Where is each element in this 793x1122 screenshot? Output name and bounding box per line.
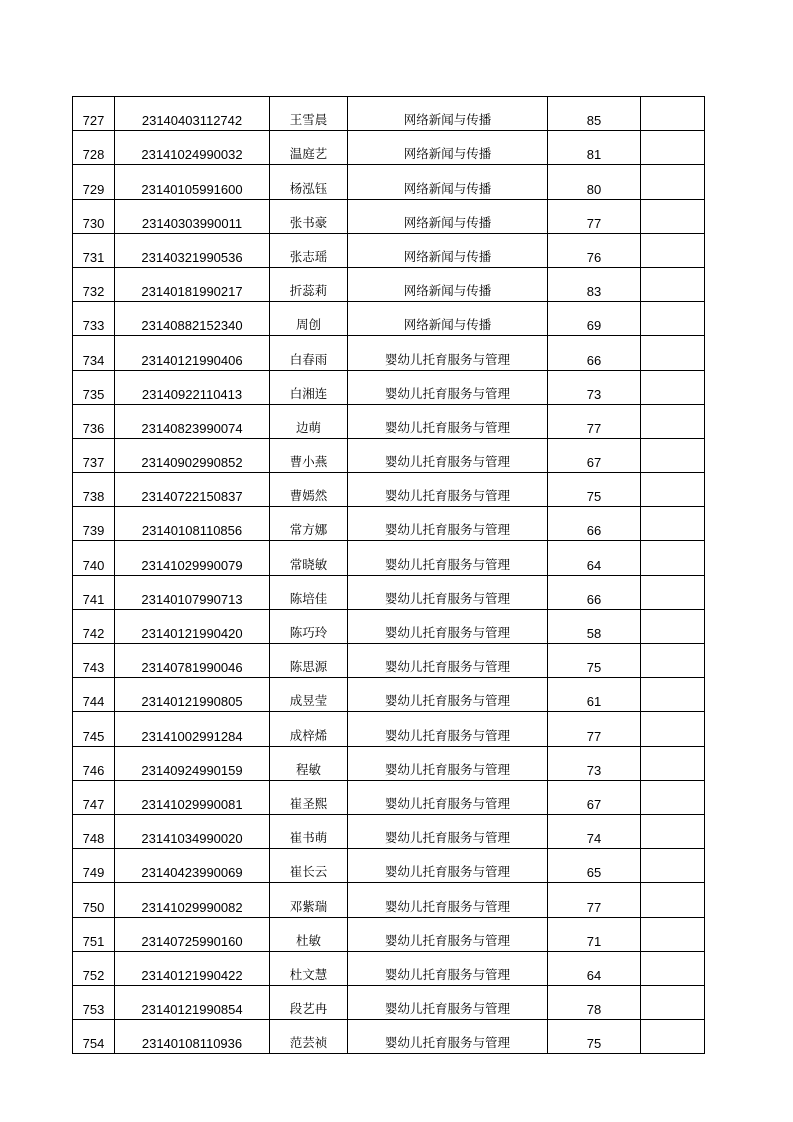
note-cell bbox=[641, 336, 705, 370]
score-cell: 73 bbox=[548, 746, 641, 780]
score-cell: 61 bbox=[548, 678, 641, 712]
note-cell bbox=[641, 849, 705, 883]
note-cell bbox=[641, 917, 705, 951]
student-name-cell: 周创 bbox=[270, 302, 348, 336]
score-cell: 67 bbox=[548, 780, 641, 814]
exam-id-cell: 23140181990217 bbox=[115, 267, 270, 301]
student-name-cell: 陈思源 bbox=[270, 644, 348, 678]
score-cell: 71 bbox=[548, 917, 641, 951]
table-row bbox=[73, 849, 705, 883]
student-name-cell: 温庭艺 bbox=[270, 131, 348, 165]
student-name-cell: 王雪晨 bbox=[270, 97, 348, 131]
note-cell bbox=[641, 575, 705, 609]
table-row bbox=[73, 575, 705, 609]
table-row bbox=[73, 302, 705, 336]
major-cell: 婴幼儿托育服务与管理 bbox=[348, 336, 548, 370]
table-row bbox=[73, 678, 705, 712]
student-name-cell: 曹小燕 bbox=[270, 438, 348, 472]
exam-id-cell: 23140403112742 bbox=[115, 97, 270, 131]
student-name-cell: 崔圣熙 bbox=[270, 780, 348, 814]
note-cell bbox=[641, 883, 705, 917]
table-row bbox=[73, 917, 705, 951]
major-cell: 婴幼儿托育服务与管理 bbox=[348, 883, 548, 917]
exam-id-cell: 23140722150837 bbox=[115, 473, 270, 507]
major-cell: 网络新闻与传播 bbox=[348, 302, 548, 336]
exam-id-cell: 23141034990020 bbox=[115, 814, 270, 848]
row-number-cell: 740 bbox=[73, 541, 115, 575]
row-number-cell: 752 bbox=[73, 951, 115, 985]
exam-id-cell: 23140902990852 bbox=[115, 438, 270, 472]
table-row bbox=[73, 97, 705, 131]
student-name-cell: 杨泓钰 bbox=[270, 165, 348, 199]
row-number-cell: 751 bbox=[73, 917, 115, 951]
score-cell: 83 bbox=[548, 267, 641, 301]
note-cell bbox=[641, 985, 705, 1019]
exam-id-cell: 23141029990079 bbox=[115, 541, 270, 575]
major-cell: 婴幼儿托育服务与管理 bbox=[348, 985, 548, 1019]
table-row bbox=[73, 233, 705, 267]
table-row bbox=[73, 165, 705, 199]
exam-id-cell: 23141024990032 bbox=[115, 131, 270, 165]
student-name-cell: 张志瑶 bbox=[270, 233, 348, 267]
row-number-cell: 754 bbox=[73, 1020, 115, 1054]
exam-id-cell: 23140922110413 bbox=[115, 370, 270, 404]
note-cell bbox=[641, 746, 705, 780]
score-cell: 64 bbox=[548, 951, 641, 985]
row-number-cell: 733 bbox=[73, 302, 115, 336]
major-cell: 婴幼儿托育服务与管理 bbox=[348, 404, 548, 438]
student-name-cell: 段艺冉 bbox=[270, 985, 348, 1019]
major-cell: 网络新闻与传播 bbox=[348, 267, 548, 301]
score-cell: 66 bbox=[548, 575, 641, 609]
row-number-cell: 741 bbox=[73, 575, 115, 609]
major-cell: 婴幼儿托育服务与管理 bbox=[348, 473, 548, 507]
student-name-cell: 崔长云 bbox=[270, 849, 348, 883]
note-cell bbox=[641, 199, 705, 233]
student-name-cell: 陈巧玲 bbox=[270, 609, 348, 643]
score-cell: 77 bbox=[548, 199, 641, 233]
table-row bbox=[73, 336, 705, 370]
score-cell: 65 bbox=[548, 849, 641, 883]
exam-id-cell: 23140321990536 bbox=[115, 233, 270, 267]
score-cell: 66 bbox=[548, 336, 641, 370]
exam-id-cell: 23140823990074 bbox=[115, 404, 270, 438]
major-cell: 网络新闻与传播 bbox=[348, 97, 548, 131]
score-cell: 78 bbox=[548, 985, 641, 1019]
row-number-cell: 732 bbox=[73, 267, 115, 301]
table-row bbox=[73, 951, 705, 985]
major-cell: 婴幼儿托育服务与管理 bbox=[348, 438, 548, 472]
note-cell bbox=[641, 609, 705, 643]
exam-id-cell: 23140725990160 bbox=[115, 917, 270, 951]
row-number-cell: 747 bbox=[73, 780, 115, 814]
major-cell: 婴幼儿托育服务与管理 bbox=[348, 609, 548, 643]
note-cell bbox=[641, 302, 705, 336]
major-cell: 婴幼儿托育服务与管理 bbox=[348, 1020, 548, 1054]
exam-id-cell: 23140781990046 bbox=[115, 644, 270, 678]
student-name-cell: 白春雨 bbox=[270, 336, 348, 370]
score-cell: 80 bbox=[548, 165, 641, 199]
exam-id-cell: 23141002991284 bbox=[115, 712, 270, 746]
student-name-cell: 范芸祯 bbox=[270, 1020, 348, 1054]
note-cell bbox=[641, 780, 705, 814]
score-cell: 75 bbox=[548, 473, 641, 507]
exam-id-cell: 23140121990854 bbox=[115, 985, 270, 1019]
row-number-cell: 728 bbox=[73, 131, 115, 165]
student-name-cell: 张书豪 bbox=[270, 199, 348, 233]
score-cell: 66 bbox=[548, 507, 641, 541]
major-cell: 婴幼儿托育服务与管理 bbox=[348, 370, 548, 404]
exam-id-cell: 23140924990159 bbox=[115, 746, 270, 780]
major-cell: 婴幼儿托育服务与管理 bbox=[348, 814, 548, 848]
note-cell bbox=[641, 131, 705, 165]
score-cell: 76 bbox=[548, 233, 641, 267]
exam-id-cell: 23140108110856 bbox=[115, 507, 270, 541]
major-cell: 婴幼儿托育服务与管理 bbox=[348, 951, 548, 985]
note-cell bbox=[641, 267, 705, 301]
major-cell: 网络新闻与传播 bbox=[348, 199, 548, 233]
major-cell: 网络新闻与传播 bbox=[348, 131, 548, 165]
major-cell: 网络新闻与传播 bbox=[348, 233, 548, 267]
major-cell: 婴幼儿托育服务与管理 bbox=[348, 507, 548, 541]
table-row bbox=[73, 541, 705, 575]
student-name-cell: 成梓烯 bbox=[270, 712, 348, 746]
table-row bbox=[73, 814, 705, 848]
score-cell: 58 bbox=[548, 609, 641, 643]
note-cell bbox=[641, 678, 705, 712]
table-row bbox=[73, 746, 705, 780]
exam-id-cell: 23140105991600 bbox=[115, 165, 270, 199]
major-cell: 婴幼儿托育服务与管理 bbox=[348, 746, 548, 780]
note-cell bbox=[641, 507, 705, 541]
row-number-cell: 742 bbox=[73, 609, 115, 643]
note-cell bbox=[641, 1020, 705, 1054]
major-cell: 婴幼儿托育服务与管理 bbox=[348, 917, 548, 951]
exam-id-cell: 23140423990069 bbox=[115, 849, 270, 883]
table-row bbox=[73, 780, 705, 814]
table-row bbox=[73, 712, 705, 746]
student-name-cell: 杜文慧 bbox=[270, 951, 348, 985]
table-row bbox=[73, 1020, 705, 1054]
exam-id-cell: 23140882152340 bbox=[115, 302, 270, 336]
note-cell bbox=[641, 233, 705, 267]
student-name-cell: 程敏 bbox=[270, 746, 348, 780]
table-row bbox=[73, 199, 705, 233]
table-row bbox=[73, 473, 705, 507]
exam-id-cell: 23140107990713 bbox=[115, 575, 270, 609]
major-cell: 婴幼儿托育服务与管理 bbox=[348, 678, 548, 712]
score-table bbox=[72, 96, 705, 1054]
row-number-cell: 746 bbox=[73, 746, 115, 780]
note-cell bbox=[641, 438, 705, 472]
note-cell bbox=[641, 712, 705, 746]
major-cell: 婴幼儿托育服务与管理 bbox=[348, 849, 548, 883]
major-cell: 婴幼儿托育服务与管理 bbox=[348, 644, 548, 678]
student-name-cell: 崔书萌 bbox=[270, 814, 348, 848]
table-row bbox=[73, 370, 705, 404]
student-name-cell: 边萌 bbox=[270, 404, 348, 438]
exam-id-cell: 23140121990406 bbox=[115, 336, 270, 370]
row-number-cell: 749 bbox=[73, 849, 115, 883]
table-row bbox=[73, 883, 705, 917]
note-cell bbox=[641, 97, 705, 131]
score-cell: 73 bbox=[548, 370, 641, 404]
student-name-cell: 曹嫣然 bbox=[270, 473, 348, 507]
major-cell: 婴幼儿托育服务与管理 bbox=[348, 575, 548, 609]
exam-id-cell: 23141029990082 bbox=[115, 883, 270, 917]
table-row bbox=[73, 131, 705, 165]
score-cell: 64 bbox=[548, 541, 641, 575]
score-cell: 69 bbox=[548, 302, 641, 336]
row-number-cell: 750 bbox=[73, 883, 115, 917]
student-name-cell: 白湘连 bbox=[270, 370, 348, 404]
row-number-cell: 735 bbox=[73, 370, 115, 404]
note-cell bbox=[641, 541, 705, 575]
note-cell bbox=[641, 404, 705, 438]
major-cell: 网络新闻与传播 bbox=[348, 165, 548, 199]
note-cell bbox=[641, 814, 705, 848]
student-name-cell: 常晓敏 bbox=[270, 541, 348, 575]
row-number-cell: 736 bbox=[73, 404, 115, 438]
student-name-cell: 杜敏 bbox=[270, 917, 348, 951]
student-name-cell: 邓紫瑞 bbox=[270, 883, 348, 917]
row-number-cell: 743 bbox=[73, 644, 115, 678]
row-number-cell: 729 bbox=[73, 165, 115, 199]
major-cell: 婴幼儿托育服务与管理 bbox=[348, 712, 548, 746]
note-cell bbox=[641, 370, 705, 404]
exam-id-cell: 23140121990420 bbox=[115, 609, 270, 643]
note-cell bbox=[641, 951, 705, 985]
exam-id-cell: 23140121990422 bbox=[115, 951, 270, 985]
row-number-cell: 745 bbox=[73, 712, 115, 746]
row-number-cell: 737 bbox=[73, 438, 115, 472]
student-name-cell: 陈培佳 bbox=[270, 575, 348, 609]
row-number-cell: 738 bbox=[73, 473, 115, 507]
table-row bbox=[73, 507, 705, 541]
student-name-cell: 常方娜 bbox=[270, 507, 348, 541]
row-number-cell: 727 bbox=[73, 97, 115, 131]
student-name-cell: 成昱莹 bbox=[270, 678, 348, 712]
score-cell: 77 bbox=[548, 404, 641, 438]
row-number-cell: 730 bbox=[73, 199, 115, 233]
major-cell: 婴幼儿托育服务与管理 bbox=[348, 780, 548, 814]
table-row bbox=[73, 644, 705, 678]
score-cell: 67 bbox=[548, 438, 641, 472]
major-cell: 婴幼儿托育服务与管理 bbox=[348, 541, 548, 575]
table-row bbox=[73, 438, 705, 472]
score-cell: 77 bbox=[548, 712, 641, 746]
table-row bbox=[73, 267, 705, 301]
row-number-cell: 744 bbox=[73, 678, 115, 712]
score-cell: 81 bbox=[548, 131, 641, 165]
table-row bbox=[73, 404, 705, 438]
score-cell: 85 bbox=[548, 97, 641, 131]
score-cell: 75 bbox=[548, 644, 641, 678]
row-number-cell: 739 bbox=[73, 507, 115, 541]
score-cell: 77 bbox=[548, 883, 641, 917]
exam-id-cell: 23140121990805 bbox=[115, 678, 270, 712]
exam-id-cell: 23141029990081 bbox=[115, 780, 270, 814]
row-number-cell: 753 bbox=[73, 985, 115, 1019]
exam-id-cell: 23140108110936 bbox=[115, 1020, 270, 1054]
score-cell: 74 bbox=[548, 814, 641, 848]
row-number-cell: 734 bbox=[73, 336, 115, 370]
row-number-cell: 731 bbox=[73, 233, 115, 267]
table-row bbox=[73, 609, 705, 643]
note-cell bbox=[641, 644, 705, 678]
note-cell bbox=[641, 473, 705, 507]
exam-id-cell: 23140303990011 bbox=[115, 199, 270, 233]
table-body bbox=[73, 97, 705, 1054]
score-cell: 75 bbox=[548, 1020, 641, 1054]
row-number-cell: 748 bbox=[73, 814, 115, 848]
student-name-cell: 折蕊莉 bbox=[270, 267, 348, 301]
table-row bbox=[73, 985, 705, 1019]
note-cell bbox=[641, 165, 705, 199]
